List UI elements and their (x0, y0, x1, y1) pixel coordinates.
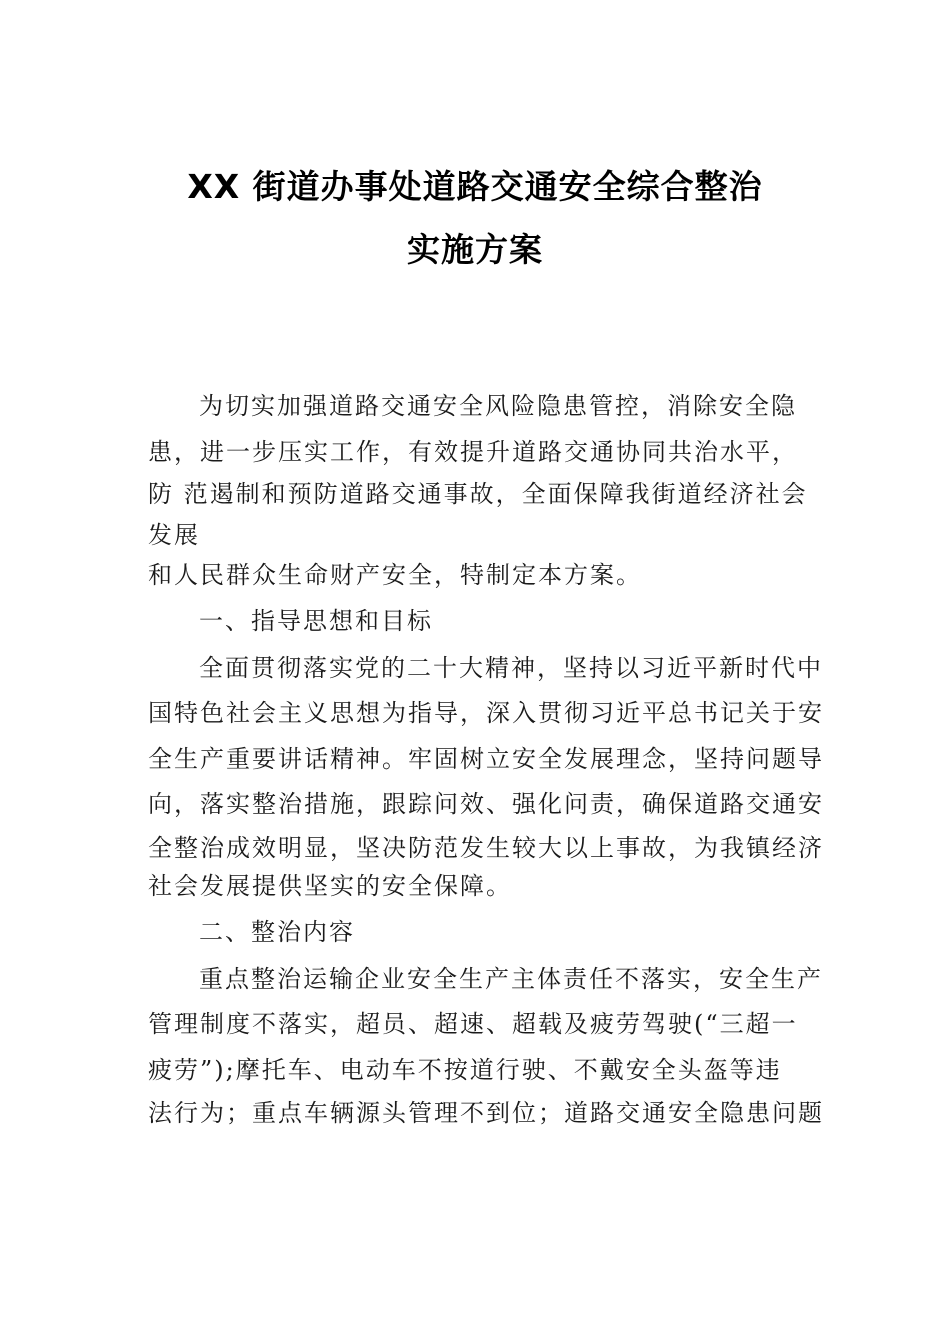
paragraph-line: 法行为；重点车辆源头管理不到位；道路交通安全隐患问题 (148, 1099, 824, 1127)
document-title-line-1: XX 街道办事处道路交通安全综合整治 (187, 167, 763, 206)
paragraph-line: 国特色社会主义思想为指导，深入贯彻习近平总书记关于安 (148, 699, 824, 727)
paragraph-line: 社会发展提供坚实的安全保障。 (148, 872, 512, 900)
paragraph-line: 疲劳”);摩托车、电动车不按道行驶、不戴安全头盔等违 (148, 1056, 782, 1084)
paragraph-line: 为切实加强道路交通安全风险隐患管控，消除安全隐 (199, 392, 797, 420)
paragraph-line: 全生产重要讲话精神。牢固树立安全发展理念，坚持问题导 (148, 745, 824, 773)
paragraph-line: 和人民群众生命财产安全，特制定本方案。 (148, 561, 642, 589)
paragraph-line: 全面贯彻落实党的二十大精神，坚持以习近平新时代中 (199, 654, 823, 682)
paragraph-line: 患，进一步压实工作，有效提升道路交通协同共治水平， (148, 438, 798, 466)
paragraph-line: 发展 (148, 521, 200, 549)
paragraph-line: 防 范遏制和预防道路交通事故，全面保障我街道经济社会 (148, 480, 808, 508)
paragraph-line: 管理制度不落实，超员、超速、超载及疲劳驾驶(“三超一 (148, 1010, 798, 1038)
paragraph-line: 重点整治运输企业安全生产主体责任不落实，安全生产 (199, 965, 823, 993)
section-heading-1: 一、指导思想和目标 (199, 607, 433, 635)
paragraph-line: 向，落实整治措施，跟踪问效、强化问责，确保道路交通安 (148, 790, 824, 818)
section-heading-2: 二、整治内容 (199, 918, 355, 946)
document-title-line-2: 实施方案 (407, 230, 543, 269)
paragraph-line: 全整治成效明显，坚决防范发生较大以上事故，为我镇经济 (148, 834, 824, 862)
